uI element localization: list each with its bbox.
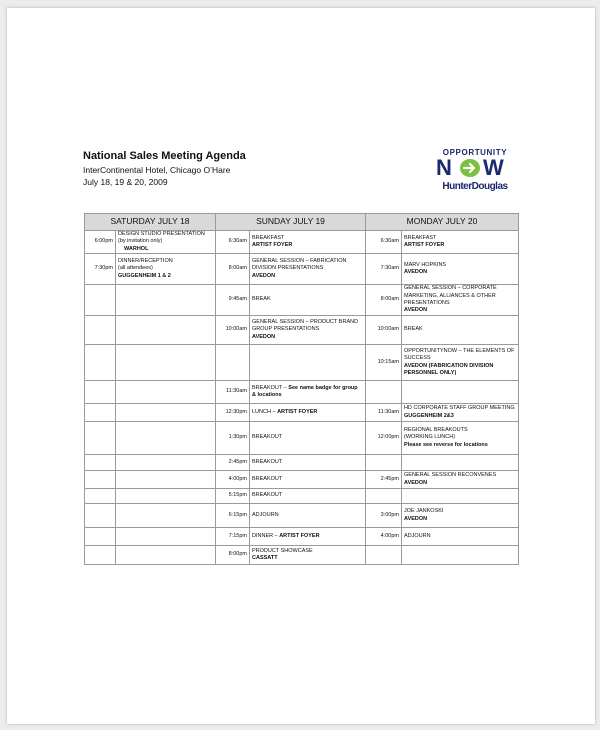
event-text: (all attendees) (118, 265, 153, 272)
event-text: CASSATT (252, 555, 278, 561)
event-location: ARTIST FOYER (277, 408, 318, 415)
sun-event-cell (250, 528, 366, 546)
event-line (252, 265, 363, 272)
event-line (252, 512, 363, 519)
event-location: ARTIST FOYER (279, 532, 320, 539)
mon-event-cell (402, 254, 519, 285)
event-line (404, 293, 516, 300)
event-text: WARHOL (124, 245, 149, 252)
event-line (252, 242, 363, 249)
sat-time-cell (85, 504, 116, 528)
event-line (404, 508, 516, 515)
sat-time-cell (85, 316, 116, 345)
sun-event-cell (250, 316, 366, 345)
mon-time-cell: 10:00am (366, 316, 402, 345)
event-line (404, 370, 516, 377)
mon-time-cell: 10:15am (366, 345, 402, 381)
event-line (404, 326, 516, 333)
event-text: GROUP PRESENTATIONS (252, 326, 320, 333)
event-line (252, 273, 363, 280)
sun-event-cell (250, 254, 366, 285)
event-line (118, 273, 213, 280)
agenda-row (85, 231, 519, 254)
event-text: BREAKOUT (252, 492, 283, 499)
venue-text: InterContinental Hotel, Chicago O’Hare (83, 165, 231, 175)
agenda-row (85, 489, 519, 504)
mon-event-cell (402, 381, 519, 404)
sat-event-cell (116, 471, 216, 489)
event-text: ADJOURN (404, 532, 431, 539)
event-text: BREAK (404, 326, 423, 333)
mon-time-cell (366, 381, 402, 404)
event-line (404, 413, 516, 420)
event-text: (WORKING LUNCH) (404, 434, 456, 441)
mon-event-cell (402, 455, 519, 471)
sat-time-cell (85, 285, 116, 316)
agenda-row (85, 504, 519, 528)
event-line (252, 258, 363, 265)
sun-event-cell (250, 285, 366, 316)
day-header-monday: MONDAY JULY 20 (366, 214, 519, 231)
mon-time-cell (366, 455, 402, 471)
sun-time-cell: 8:00am (216, 254, 250, 285)
event-location: See name badge for group (288, 384, 358, 391)
event-text: ARTIST FOYER (252, 242, 293, 248)
event-line (252, 476, 363, 483)
event-text: GENERAL SESSION RECONVENES (404, 472, 497, 479)
sun-time-cell: 7:15pm (216, 528, 250, 546)
agenda-row (85, 381, 519, 404)
sun-time-cell: 4:00pm (216, 471, 250, 489)
event-text: & locations (252, 392, 282, 398)
event-text: PRODUCT SHOWCASE (252, 547, 313, 554)
event-line (252, 392, 363, 399)
event-text: GENERAL SESSION – FABRICATION (252, 258, 347, 265)
event-text: AVEDON (FABRICATION DIVISION (404, 362, 494, 369)
event-line (404, 285, 516, 292)
event-text: AVEDON (404, 515, 428, 522)
sat-event-cell (116, 381, 216, 404)
agenda-row (85, 345, 519, 381)
event-text: LUNCH – (252, 408, 278, 415)
event-text: BREAKFAST (252, 234, 285, 241)
event-line (252, 555, 363, 562)
event-line (404, 355, 516, 362)
event-line (404, 307, 516, 314)
sun-time-cell: 2:45pm (216, 455, 250, 471)
event-line (118, 231, 213, 238)
sat-event-cell (116, 422, 216, 455)
event-text: PRESENTATIONS (404, 300, 450, 306)
event-text: BREAKOUT (252, 458, 283, 465)
event-text: MARKETING, ALLIANCES & OTHER (404, 292, 496, 299)
mon-event-cell (402, 528, 519, 546)
event-line (252, 434, 363, 441)
sat-time-cell (85, 471, 116, 489)
agenda-row (85, 254, 519, 285)
sun-time-cell: 8:00pm (216, 546, 250, 565)
agenda-table (84, 213, 519, 565)
sat-event-cell (116, 528, 216, 546)
event-line (404, 472, 516, 479)
event-text: HD CORPORATE STAFF GROUP MEETING (404, 405, 515, 412)
sun-time-cell (216, 345, 250, 381)
event-text: GENERAL SESSION – PRODUCT BRAND (252, 319, 359, 326)
event-line (404, 480, 516, 487)
event-text: BREAKFAST (404, 234, 437, 241)
sun-event-cell (250, 381, 366, 404)
mon-time-cell (366, 546, 402, 565)
event-text: GUGGENHEIM 1 & 2 (118, 272, 171, 279)
sun-event-cell (250, 404, 366, 422)
sun-event-cell (250, 345, 366, 381)
event-line (404, 300, 516, 307)
mon-event-cell (402, 231, 519, 254)
sun-time-cell: 5:15pm (216, 489, 250, 504)
sat-event-cell (116, 254, 216, 285)
event-line (404, 363, 516, 370)
sat-time-cell: 6:00pm (85, 231, 116, 254)
mon-time-cell: 11:30am (366, 404, 402, 422)
mon-time-cell: 7:30am (366, 254, 402, 285)
event-text: OPPORTUNITYNOW – THE ELEMENTS OF (404, 347, 515, 354)
sun-event-cell (250, 471, 366, 489)
event-line (404, 442, 516, 449)
sun-event-cell (250, 422, 366, 455)
event-text: AVEDON (404, 479, 428, 486)
event-text: Please see reverse for locations (404, 441, 488, 448)
agenda-row (85, 455, 519, 471)
agenda-row (85, 285, 519, 316)
agenda-row (85, 404, 519, 422)
agenda-title: National Sales Meeting Agenda (83, 150, 246, 162)
sat-event-cell (116, 504, 216, 528)
mon-event-cell (402, 504, 519, 528)
event-line (252, 235, 363, 242)
event-text: AVEDON (404, 269, 428, 275)
sat-time-cell (85, 404, 116, 422)
sun-time-cell: 6:15pm (216, 504, 250, 528)
logo-now-w: W (483, 155, 504, 180)
sat-event-cell (116, 404, 216, 422)
mon-time-cell: 6:30am (366, 231, 402, 254)
mon-time-cell: 4:00pm (366, 528, 402, 546)
sun-event-cell (250, 231, 366, 254)
event-text: BREAKOUT (252, 434, 283, 441)
event-line (118, 265, 213, 272)
sun-time-cell: 12:30pm (216, 404, 250, 422)
sun-time-cell: 11:30am (216, 381, 250, 404)
event-text: AVEDON (252, 333, 276, 340)
logo-now-n: N (436, 155, 452, 180)
sat-event-cell (116, 231, 216, 254)
sun-time-cell: 6:30am (216, 231, 250, 254)
event-line (252, 533, 363, 540)
event-line (118, 258, 213, 265)
sat-time-cell (85, 422, 116, 455)
event-line (118, 246, 213, 253)
logo-arrow-o-icon (459, 158, 481, 178)
event-text: REGIONAL BREAKOUTS (404, 427, 468, 434)
mon-time-cell: 8:00am (366, 285, 402, 316)
mon-event-cell (402, 471, 519, 489)
mon-event-cell (402, 546, 519, 565)
event-line (404, 269, 516, 276)
sat-time-cell: 7:30pm (85, 254, 116, 285)
mon-event-cell (402, 316, 519, 345)
event-text: JOE JANKOSKI (404, 508, 444, 515)
logo-opportunity-text: OPPORTUNITY (442, 148, 508, 157)
sat-time-cell (85, 489, 116, 504)
sat-event-cell (116, 316, 216, 345)
mon-time-cell: 12:00pm (366, 422, 402, 455)
event-line (404, 262, 516, 269)
mon-event-cell (402, 422, 519, 455)
mon-event-cell (402, 285, 519, 316)
agenda-row (85, 546, 519, 565)
sun-event-cell (250, 455, 366, 471)
event-text: DINNER/RECEPTION (118, 258, 173, 265)
logo-now-wordmark (434, 157, 516, 179)
agenda-row (85, 316, 519, 345)
sat-event-cell (116, 489, 216, 504)
logo-hunterdouglas-text: HunterDouglas (442, 181, 508, 192)
sat-time-cell (85, 345, 116, 381)
event-line (404, 235, 516, 242)
event-line (252, 296, 363, 303)
sat-time-cell (85, 455, 116, 471)
event-text: GENERAL SESSION – CORPORATE (404, 285, 497, 292)
event-text: GUGGENHEIM 2&3 (404, 412, 454, 419)
event-line (404, 516, 516, 523)
event-text: BREAKOUT – (252, 384, 289, 391)
agenda-row (85, 422, 519, 455)
event-text: SUCCESS (404, 355, 431, 362)
day-header-saturday: SATURDAY JULY 18 (85, 214, 216, 231)
sat-time-cell (85, 546, 116, 565)
mon-event-cell (402, 345, 519, 381)
event-text: AVEDON (252, 272, 276, 279)
event-line (252, 326, 363, 333)
event-line (404, 242, 516, 249)
event-line (252, 385, 363, 392)
event-line (118, 238, 213, 245)
event-line (252, 492, 363, 499)
sat-event-cell (116, 345, 216, 381)
event-text: PERSONNEL ONLY) (404, 369, 457, 376)
mon-time-cell (366, 489, 402, 504)
event-text: DIVISION PRESENTATIONS (252, 265, 324, 272)
event-text: BREAKOUT (252, 475, 283, 482)
sat-event-cell (116, 285, 216, 316)
event-line (252, 548, 363, 555)
agenda-row (85, 471, 519, 489)
mon-time-cell: 2:45pm (366, 471, 402, 489)
mon-event-cell (402, 404, 519, 422)
sat-time-cell (85, 528, 116, 546)
event-line (404, 533, 516, 540)
sun-time-cell: 9:45am (216, 285, 250, 316)
event-text: ARTIST FOYER (404, 242, 445, 248)
event-text: ADJOURN (252, 511, 279, 518)
sat-time-cell (85, 381, 116, 404)
sat-event-cell (116, 455, 216, 471)
opportunity-now-logo (432, 148, 518, 198)
event-line (404, 427, 516, 434)
event-line (252, 459, 363, 466)
event-text: DESIGN STUDIO PRESENTATION (118, 231, 205, 238)
mon-event-cell (402, 489, 519, 504)
event-text: BREAK (252, 296, 271, 303)
dates-text: July 18, 19 & 20, 2009 (83, 177, 168, 187)
event-line (404, 348, 516, 355)
event-line (404, 405, 516, 412)
event-line (252, 319, 363, 326)
day-header-row (85, 214, 519, 231)
event-text: MARV HOPKINS (404, 261, 447, 268)
event-text: DINNER – (252, 532, 280, 539)
event-line (252, 409, 363, 416)
sun-event-cell (250, 546, 366, 565)
agenda-row (85, 528, 519, 546)
day-header-sunday: SUNDAY JULY 19 (216, 214, 366, 231)
event-text: AVEDON (404, 307, 428, 314)
mon-time-cell: 3:00pm (366, 504, 402, 528)
sun-time-cell: 10:00am (216, 316, 250, 345)
sun-time-cell: 1:30pm (216, 422, 250, 455)
event-text: (by invitation only) (118, 238, 163, 245)
sun-event-cell (250, 504, 366, 528)
sat-event-cell (116, 546, 216, 565)
sun-event-cell (250, 489, 366, 504)
event-line (252, 334, 363, 341)
event-line (404, 434, 516, 441)
